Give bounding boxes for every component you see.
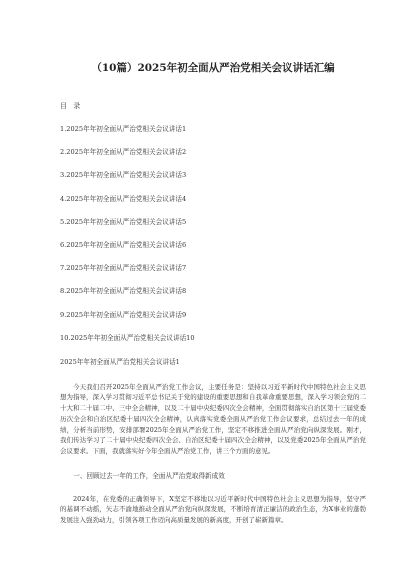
toc-item[interactable]: 10.2025年年初全面从严治党相关会议讲话10 [60, 333, 195, 342]
toc-item[interactable]: 4.2025年年初全面从严治党相关会议讲话4 [60, 194, 187, 203]
section-title: 2025年年初全面从严治党相关会议讲话1 [60, 357, 180, 366]
toc-item[interactable]: 3.2025年年初全面从严治党相关会议讲话3 [60, 171, 187, 180]
body-paragraph: 2024年，在党委的正确领导下，X坚定不移地以习近平新时代中国特色社会主义思想为指导，坚守严的基调不动摇，矢志不渝地推动全面从严治党向纵深发展，不断培育清正廉洁的政治生态，为X事业的蓬勃发展注入强劲动力，引领各项工作迈向高质量发展的新高度，开创了崭新篇章。 [60, 494, 366, 525]
toc-item[interactable]: 1.2025年年初全面从严治党相关会议讲话1 [60, 125, 187, 133]
toc-heading: 目 录 [60, 102, 83, 110]
document-title: （10篇）2025年初全面从严治党相关会议讲话汇编 [91, 62, 335, 74]
toc-item[interactable]: 2.2025年年初全面从严治党相关会议讲话2 [60, 148, 187, 157]
toc-item[interactable]: 6.2025年年初全面从严治党相关会议讲话6 [60, 240, 187, 249]
section-heading: 一、回顾过去一年的工作，全面从严治党取得新成效 [73, 471, 225, 480]
table-of-contents [60, 124, 366, 343]
toc-item[interactable]: 7.2025年年初全面从严治党相关会议讲话7 [60, 264, 187, 273]
toc-item[interactable]: 5.2025年年初全面从严治党相关会议讲话5 [60, 217, 187, 226]
toc-item[interactable]: 9.2025年年初全面从严治党相关会议讲话9 [60, 310, 187, 319]
body-paragraph: 今天我们召开2025年全面从严治党工作会议，主要任务是：坚持以习近平新时代中国特色社会主义思想为指导，深入学习贯彻习近平总书记关于党的建设的重要思想和自我革命重要思想，深入学习领会党的二十大和二十届二中、三中全会精神，以及二十届中央纪委四次全会精神，全面贯彻落实自治区第十三届党委历次全会和自治区纪委十届四次全会精神，认真落实党委全面从严治党工作会议要求，总结过去一年的成绩，分析当前形势，安排部署2025年全面从严治党工作，坚定不移推进全面从严治党向纵深发展。刚才，我们传达学习了二十届中央纪委四次全会、自治区纪委十届四次全会精神，以及党委2025年全面从严治党会议要求。下面，我就落实好今年全面从严治党工作，讲三个方面的意见。 [60, 382, 366, 455]
toc-item[interactable]: 8.2025年年初全面从严治党相关会议讲话8 [60, 287, 187, 296]
